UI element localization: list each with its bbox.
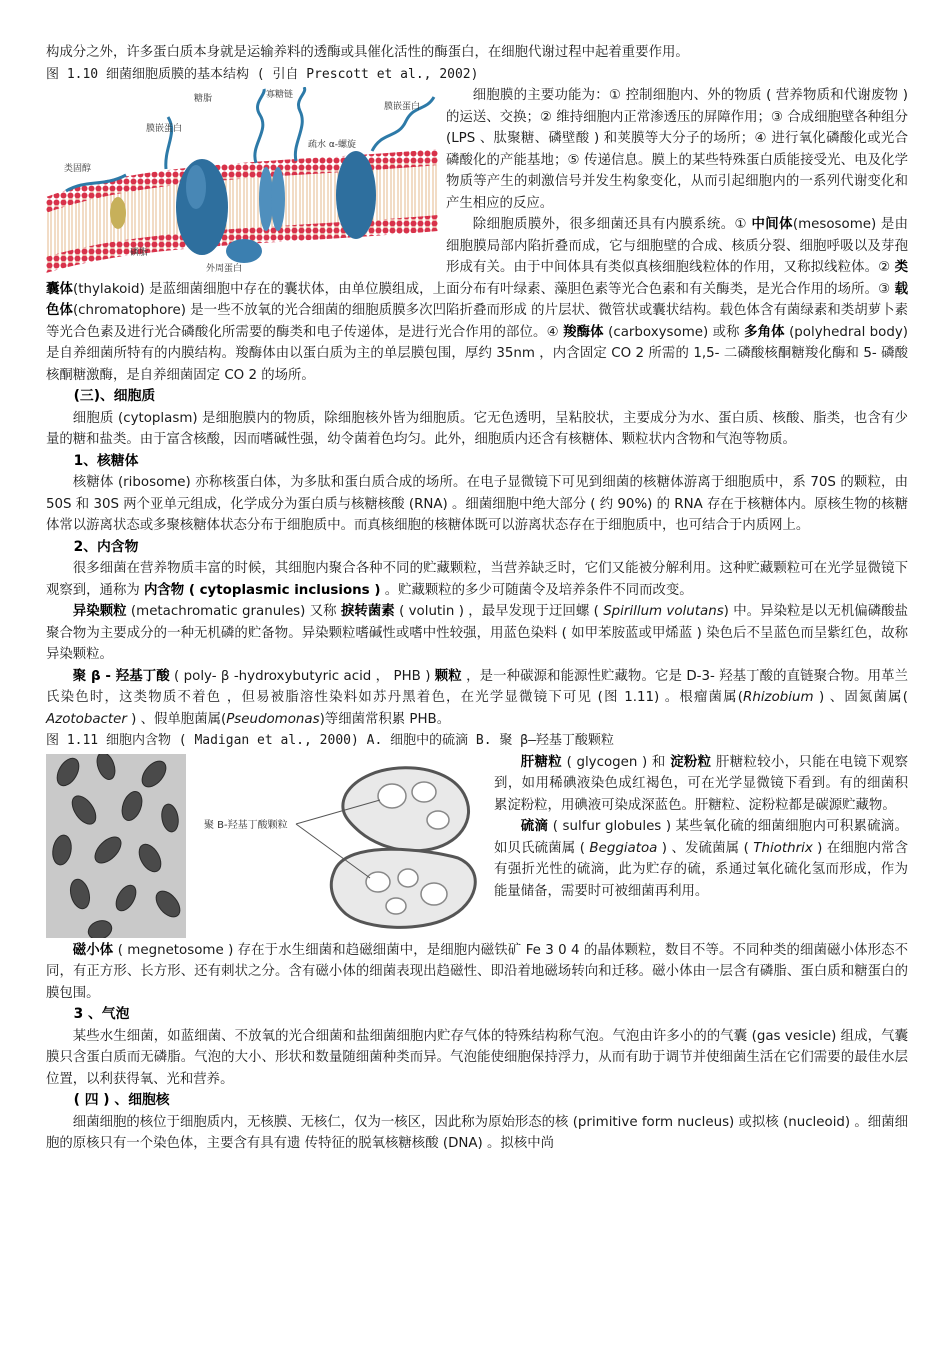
phb-paragraph: 聚 β - 羟基丁酸 ( poly- β -hydroxybutyric acid ， PHB ) 颗粒 ，是一种碳源和能源性贮藏物。它是 D-3- 羟基丁酸的直链聚合物。用革兰氏染色时，这类物质不着色 ，但易被脂溶性染料如苏丹黑着色，在光学显微镜下可见 (图 1.11) 。根瘤菌属(Rhizobium ) 、固氮菌属( Azotobacter ) 、假单胞菌属(Pseudomonas)等细菌常积累 PHB。 <box>46 668 908 727</box>
section-cytoplasm-title: (三)、细胞质 <box>73 388 156 404</box>
label-integral-left: 膜嵌蛋白 <box>146 124 183 134</box>
inner-membrane-paragraph: 除细胞质膜外，很多细菌还具有内膜系统。① 中间体(mesosome) 是由细胞膜局部内陷折叠而成，它与细胞壁的合成、核质分裂、细胞呼吸以及芽孢形成有关。由于中间体具有类似真核细胞线粒体的作用，又称拟线粒体。② 类囊体(thylakoid) 是蓝细菌细胞中存在的囊状体，由单位膜组成，上面分布有叶绿素、藻胆色素等光合色素和有关酶类，是光合作用的场所。③ 载色体(chromatophore) 是一些不放氧的光合细菌的细胞质膜多次凹陷折叠而形成 的片层状、微管状或囊状结构。载色体含有菌绿素和类胡萝卜素等光合色素及进行光合磷酸化所需要的酶类和电子传递体，是进行光合作用的部位。④ 羧酶体 (carboxysome) 或称 多角体 (polyhedral body) 是自养细菌所特有的内膜结构。羧酶体由以蛋白质为主的单层膜包围，厚约 35nm ，内含固定 CO 2 所需的 1,5- 二磷酸核酮糖羧化酶和 5- 磷酸核酮糖激酶，是自养细菌固定 CO 2 的场所。 <box>46 217 909 383</box>
inclusions-title: 2、内含物 <box>73 538 139 555</box>
label-glycoprotein: 寡糖链 <box>266 90 294 100</box>
cytoplasm-paragraph: 细胞质 (cytoplasm) 是细胞膜内的物质，除细胞核外皆为细胞质。它无色透明，呈粘胶状，主要成分为水、蛋白质、核酸、脂类，也含有少量的糖和盐类。由于富含核酸，因而嗜碱性强，幼令菌着色均匀。此外，细胞质内还含有核糖体、颗粒状内含物和气泡等物质。 <box>46 410 908 447</box>
label-integral-right: 膜嵌蛋白 <box>384 102 421 112</box>
fig111-caption: 图 1.11 细胞内含物 ( Madigan et al., 2000) A. 细胞中的硫滴 B. 聚 β—羟基丁酸颗粒 <box>46 733 614 748</box>
membrane-functions: 细胞膜的主要功能为：① 控制细胞内、外的物质 ( 营养物质和代谢废物 ) 的运送、交换；② 维持细胞内正常渗透压的屏障作用；③ 合成细胞壁各种组分 (LPS 、肽聚糖、磷壁酸 ) 和荚膜等大分子的场所；④ 进行氧化磷酸化或光合磷酸化的产能基地；⑤ 传递信息。膜上的某些特殊蛋白质能接受光、电及化学物质等产生的刺激信号并发生构象变化，从而引起细胞内的一系列代谢变化和产生相应的反应。 <box>446 88 908 211</box>
membrane-figure <box>46 87 438 273</box>
label-helix: 疏水 α-螺旋 <box>308 140 357 150</box>
vesicle-paragraph: 某些水生细菌，如蓝细菌、不放氧的光合细菌和盐细菌细胞内贮存气体的特殊结构称气泡。气泡由许多小的的气囊 (gas vesicle) 组成，气囊膜只含蛋白质而无磷脂。气泡的大小、形状和数量随细菌种类而异。气泡能使细胞保持浮力，从而有助于调节并使细菌生活在它们需要的最佳水层位置，以利获得氧、光和营养。 <box>46 1028 908 1087</box>
sulfur-micrograph <box>46 754 186 938</box>
fig110-caption: 图 1.10 细菌细胞质膜的基本结构 ( 引自 Prescott et al., 2002) <box>46 66 479 82</box>
sulfur-paragraph: 硫滴 ( sulfur globules ) 某些氧化硫的细菌细胞内可积累硫滴。如贝氏硫菌属 ( Beggiatoa ) 、发硫菌属 ( Thiothrix ) 在细胞内常含有强折光性的硫滴，此为贮存的硫，系通过氧化硫化氢而形成，作为能量储备，需要时可被细菌再利用。 <box>494 819 908 899</box>
glycogen-paragraph: 肝糖粒 ( glycogen ) 和 淀粉粒 肝糖粒较小，只能在电镜下观察到，如用稀碘液染色成红褐色，可在光学显微镜下看到。有的细菌积累淀粉粒，用碘液可染成深蓝色。肝糖粒、淀粉粒都是碳源贮藏物。 <box>494 754 909 813</box>
intro-line: 构成分之外，许多蛋白质本身就是运输养料的透酶或具催化活性的酶蛋白，在细胞代谢过程中起着重要作用。 <box>46 45 689 60</box>
magnetosome-paragraph: 磁小体 ( megnetosome ) 存在于水生细菌和趋磁细菌中，是细胞内磁铁矿 Fe 3 0 4 的晶体颗粒，数目不等。不同种类的细菌磁小体形态不同，有正方形、长方形、还有刺状之分。含有磁小体的细菌表现出趋磁性、即沿着地磁场转向和迁移。磁小体由一层含有磷脂、蛋白质和糖蛋白的膜包围。 <box>46 942 908 1001</box>
label-cholesterol: 类固醇 <box>64 164 92 174</box>
inclusions-paragraph: 很多细菌在营养物质丰富的时候，其细胞内聚合各种不同的贮藏颗粒，当营养缺乏时，它们又能被分解利用。这种贮藏颗粒可在光学显微镜下观察到，通称为 内含物 ( cytoplasmic inclusions ) 。贮藏颗粒的多少可随菌令及培养条件不同而改变。 <box>46 561 908 598</box>
ribosome-paragraph: 核糖体 (ribosome) 亦称核蛋白体，为多肽和蛋白质合成的场所。在电子显微镜下可见到细菌的核糖体游离于细胞质中，系 70S 的颗粒，由 50S 和 30S 两个亚单元组成，化学成分为蛋白质与核糖核酸 (RNA) 。细菌细胞中绝大部分 ( 约 90%) 的 RNA 存在于核糖体内。原核生物的核糖体常以游离状态或多聚核糖体状态分布于细胞质中。而真核细胞的核糖体既可以游离状态存在于细胞质中，也可结合于内质网上。 <box>46 475 908 533</box>
inclusions-figure <box>46 754 486 940</box>
nucleus-paragraph: 细菌细胞的核位于细胞质内，无核膜、无核仁，仅为一核区，因此称为原始形态的核 (primitive form nucleus) 或拟核 (nucleoid) 。细菌细胞的原核只有一个染色体，主要含有具有遗 传特征的脱氧核糖核酸 (DNA) 。拟核中尚 <box>46 1114 908 1151</box>
phb-label: 聚 B-羟基丁酸颗粒 <box>204 819 288 831</box>
section-nucleus-title: ( 四 ) 、细胞核 <box>73 1092 170 1108</box>
metachromatic-paragraph: 异染颗粒 (metachromatic granules) 又称 捩转菌素 ( volutin ) ，最早发现于迂回螺 ( Spirillum volutans) 中。异染粒是以无机偏磷酸盐聚合物为主要成分的一种无机磷的贮备物。异染颗粒嗜碱性或嗜中性较强，用蓝色染料 ( 如甲苯胺蓝或甲烯蓝 ) 染色后不呈蓝色而呈紫红色，故称异染颗粒。 <box>46 604 909 662</box>
document-page <box>46 42 908 1155</box>
label-glycolipid: 糖脂 <box>194 94 213 104</box>
ribosome-title: 1、核糖体 <box>73 452 139 469</box>
phb-micrograph <box>196 754 484 938</box>
label-peripheral: 外周蛋白 <box>206 264 243 273</box>
vesicle-title: 3 、气泡 <box>73 1006 130 1022</box>
label-phospholipid: 磷脂 <box>130 248 149 258</box>
